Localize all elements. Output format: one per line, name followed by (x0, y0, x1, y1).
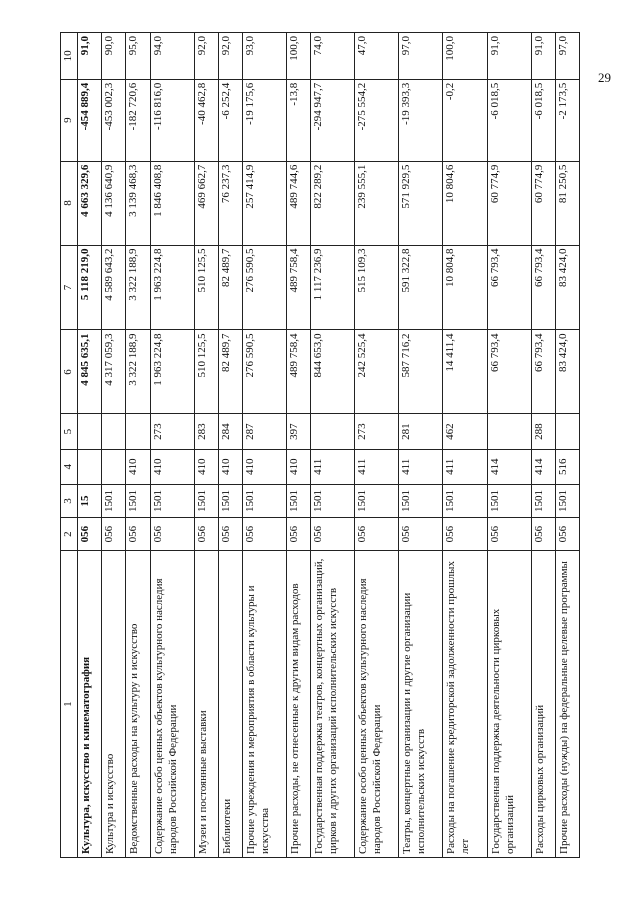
table-cell: 411 (443, 449, 487, 484)
table-cell: 410 (287, 449, 311, 484)
column-header: 9 (61, 79, 78, 161)
table-row (487, 33, 531, 858)
table-cell: 410 (242, 449, 286, 484)
table-cell: 92,0 (194, 33, 218, 80)
table-cell: 397 (287, 414, 311, 449)
table-cell: 97,0 (399, 33, 443, 80)
table-cell: 284 (218, 414, 242, 449)
table-cell: 411 (311, 449, 355, 484)
table-cell: -454 889,4 (78, 79, 102, 161)
table-row (355, 33, 399, 858)
table-cell: 66 793,4 (531, 245, 555, 330)
table-cell: 93,0 (242, 33, 286, 80)
table-cell: 15 (78, 484, 102, 517)
row-label: Прочие расходы (нужды) на федеральные целевые программы (555, 551, 579, 858)
table-cell: 056 (399, 518, 443, 551)
table-cell: 5 118 219,0 (78, 245, 102, 330)
row-label: Содержание особо ценных объектов культурного наследия народов Российской Федерации (150, 551, 194, 858)
table-cell: 056 (531, 518, 555, 551)
table-cell: -116 816,0 (150, 79, 194, 161)
table-cell: 1 117 236,9 (311, 245, 355, 330)
table-cell: 100,0 (287, 33, 311, 80)
table-cell: 1501 (218, 484, 242, 517)
table-row (287, 33, 311, 858)
table-cell: 1501 (399, 484, 443, 517)
table-cell: 83 424,0 (555, 245, 579, 330)
table-cell: 056 (555, 518, 579, 551)
table-cell: -0,2 (443, 79, 487, 161)
table-cell: 92,0 (218, 33, 242, 80)
column-header: 7 (61, 245, 78, 330)
table-cell: 1 963 224,8 (150, 245, 194, 330)
row-label: Государственная поддержка театров, концертных организаций, цирков и других организаций исполнительских искусств (311, 551, 355, 858)
table-cell: 489 758,4 (287, 245, 311, 330)
table-cell: 056 (102, 518, 126, 551)
table-cell: 1501 (555, 484, 579, 517)
table-cell: 60 774,9 (487, 161, 531, 245)
table-cell: 76 237,3 (218, 161, 242, 245)
table-cell: 81 250,5 (555, 161, 579, 245)
table-cell: 91,0 (78, 33, 102, 80)
table-cell: 510 125,5 (194, 245, 218, 330)
table-row (555, 33, 579, 858)
table-cell: 056 (355, 518, 399, 551)
table-cell: 242 525,4 (355, 330, 399, 414)
table-cell: 74,0 (311, 33, 355, 80)
row-label: Прочие расходы, не отнесенные к другим видам расходов (287, 551, 311, 858)
table-cell: 1501 (287, 484, 311, 517)
table-cell: 410 (194, 449, 218, 484)
table-cell: 489 744,6 (287, 161, 311, 245)
table-cell: -19 175,6 (242, 79, 286, 161)
table-cell (311, 414, 355, 449)
table-row (194, 33, 218, 858)
table-cell: 82 489,7 (218, 245, 242, 330)
table-cell: 510 125,5 (194, 330, 218, 414)
table-cell: 97,0 (555, 33, 579, 80)
table-cell: 414 (531, 449, 555, 484)
table-cell: 47,0 (355, 33, 399, 80)
table-cell: 410 (126, 449, 150, 484)
table-cell: 591 322,8 (399, 245, 443, 330)
table-cell: 1501 (531, 484, 555, 517)
table-cell: 1501 (102, 484, 126, 517)
table-cell: 100,0 (443, 33, 487, 80)
table-cell: 1501 (487, 484, 531, 517)
row-label: Расходы цирковых организаций (531, 551, 555, 858)
table-cell: 257 414,9 (242, 161, 286, 245)
table-row (102, 33, 126, 858)
table-cell: 056 (287, 518, 311, 551)
table-cell: 056 (218, 518, 242, 551)
table-cell: 489 758,4 (287, 330, 311, 414)
table-cell: 056 (194, 518, 218, 551)
table-cell: 273 (355, 414, 399, 449)
table-body (78, 33, 580, 858)
table-cell: 1501 (126, 484, 150, 517)
table-cell: -182 720,6 (126, 79, 150, 161)
table-cell: 283 (194, 414, 218, 449)
column-header: 10 (61, 33, 78, 80)
table-cell: 273 (150, 414, 194, 449)
table-cell (78, 414, 102, 449)
table-row (126, 33, 150, 858)
table-cell: -40 462,8 (194, 79, 218, 161)
row-label: Ведомственные расходы на культуру и искусство (126, 551, 150, 858)
table-cell: 91,0 (531, 33, 555, 80)
row-label: Библиотеки (218, 551, 242, 858)
table-cell: 239 555,1 (355, 161, 399, 245)
table-cell: -453 002,3 (102, 79, 126, 161)
table-cell: 822 289,2 (311, 161, 355, 245)
row-label: Содержание особо ценных объектов культурного наследия народов Российской Федерации (355, 551, 399, 858)
row-label: Государственная поддержка деятельности цирковых организаций (487, 551, 531, 858)
table-cell (102, 449, 126, 484)
table-cell: 83 424,0 (555, 330, 579, 414)
column-header: 1 (61, 551, 78, 858)
table-cell: 410 (218, 449, 242, 484)
table-cell: 287 (242, 414, 286, 449)
column-header: 6 (61, 330, 78, 414)
table-cell: 288 (531, 414, 555, 449)
budget-table (60, 32, 580, 858)
table-cell: 056 (150, 518, 194, 551)
table-cell: 056 (78, 518, 102, 551)
table-cell: 60 774,9 (531, 161, 555, 245)
table-cell: -2 173,5 (555, 79, 579, 161)
column-header: 4 (61, 449, 78, 484)
column-header: 3 (61, 484, 78, 517)
row-label: Расходы на погашение кредиторской задолженности прошлых лет (443, 551, 487, 858)
table-cell: 410 (150, 449, 194, 484)
table-cell: -275 554,2 (355, 79, 399, 161)
table-row (443, 33, 487, 858)
table-cell: 056 (311, 518, 355, 551)
table-cell: 1501 (150, 484, 194, 517)
rotated-table-container (60, 32, 580, 858)
column-header: 5 (61, 414, 78, 449)
table-cell (487, 414, 531, 449)
table-cell: 411 (399, 449, 443, 484)
table-cell: -6 018,5 (487, 79, 531, 161)
table-cell: 90,0 (102, 33, 126, 80)
table-row (311, 33, 355, 858)
table-cell: 276 590,5 (242, 330, 286, 414)
table-cell: 276 590,5 (242, 245, 286, 330)
table-row (150, 33, 194, 858)
table-row (218, 33, 242, 858)
table-cell: 4 663 329,6 (78, 161, 102, 245)
table-cell: 82 489,7 (218, 330, 242, 414)
table-cell: 1501 (242, 484, 286, 517)
table-cell: 587 716,2 (399, 330, 443, 414)
row-label: Музеи и постоянные выставки (194, 551, 218, 858)
column-header: 2 (61, 518, 78, 551)
table-cell: 1501 (443, 484, 487, 517)
table-cell: 414 (487, 449, 531, 484)
table-cell: 10 804,6 (443, 161, 487, 245)
table-cell: 3 322 188,9 (126, 245, 150, 330)
table-cell: -19 393,3 (399, 79, 443, 161)
row-label: Культура и искусство (102, 551, 126, 858)
table-cell: 056 (242, 518, 286, 551)
table-cell: 66 793,4 (487, 245, 531, 330)
table-cell: 056 (487, 518, 531, 551)
table-cell: 469 662,7 (194, 161, 218, 245)
table-cell: 1 846 408,8 (150, 161, 194, 245)
table-cell: 1501 (311, 484, 355, 517)
table-cell: 462 (443, 414, 487, 449)
table-cell: -13,8 (287, 79, 311, 161)
table-cell: 516 (555, 449, 579, 484)
table-cell: 91,0 (487, 33, 531, 80)
table-cell: 14 411,4 (443, 330, 487, 414)
table-row (531, 33, 555, 858)
table-cell: 10 804,8 (443, 245, 487, 330)
table-cell (555, 414, 579, 449)
table-cell: 281 (399, 414, 443, 449)
table-cell: 66 793,4 (531, 330, 555, 414)
table-cell: 66 793,4 (487, 330, 531, 414)
row-label: Культура, искусство и кинематография (78, 551, 102, 858)
table-cell: 1501 (194, 484, 218, 517)
table-cell: 844 653,0 (311, 330, 355, 414)
table-cell: 4 136 640,9 (102, 161, 126, 245)
table-cell: 94,0 (150, 33, 194, 80)
table-cell: 95,0 (126, 33, 150, 80)
table-cell: 4 317 059,3 (102, 330, 126, 414)
table-cell: 056 (126, 518, 150, 551)
table-cell: 1501 (355, 484, 399, 517)
table-cell: 4 589 643,2 (102, 245, 126, 330)
table-cell: 1 963 224,8 (150, 330, 194, 414)
page-number: 29 (598, 70, 611, 85)
table-cell: -6 018,5 (531, 79, 555, 161)
table-cell: 4 845 635,1 (78, 330, 102, 414)
table-cell: -6 252,4 (218, 79, 242, 161)
table-cell: 571 929,5 (399, 161, 443, 245)
table-cell: 515 109,3 (355, 245, 399, 330)
row-label: Прочие учреждения и мероприятия в области культуры и искусства (242, 551, 286, 858)
table-cell: 3 322 188,9 (126, 330, 150, 414)
table-row (399, 33, 443, 858)
table-cell (102, 414, 126, 449)
table-cell (78, 449, 102, 484)
header-row (61, 33, 78, 858)
table-cell: 056 (443, 518, 487, 551)
table-row (78, 33, 102, 858)
table-row (242, 33, 286, 858)
table-cell: -294 947,7 (311, 79, 355, 161)
table-cell: 411 (355, 449, 399, 484)
column-header: 8 (61, 161, 78, 245)
table-cell: 3 139 468,3 (126, 161, 150, 245)
row-label: Театры, концертные организации и другие организации исполнительских искусств (399, 551, 443, 858)
table-cell (126, 414, 150, 449)
